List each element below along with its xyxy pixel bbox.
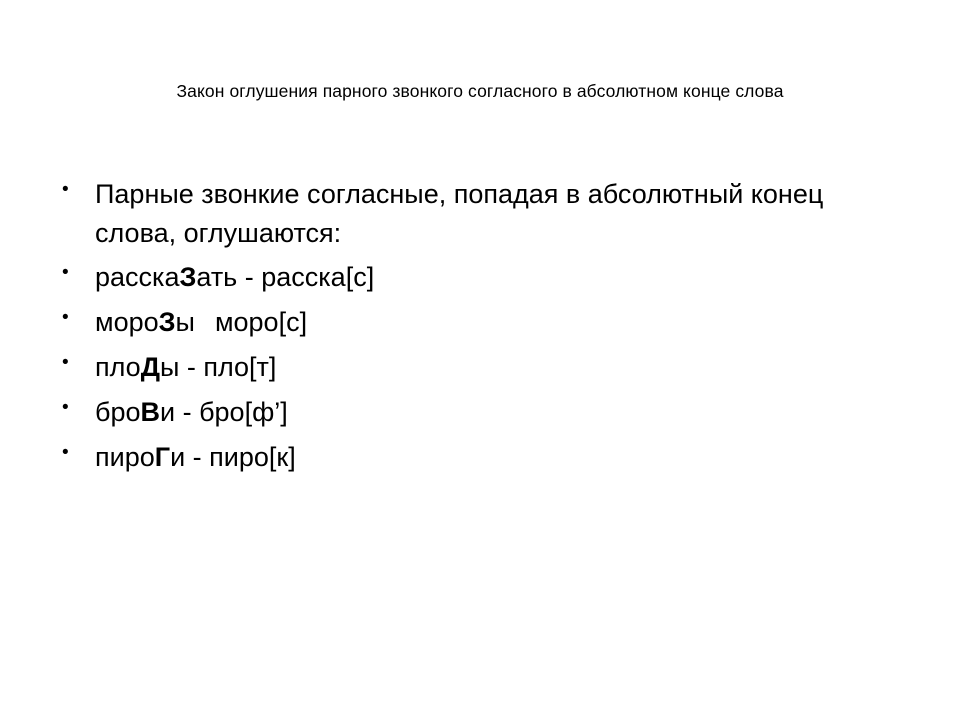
- voiced-consonant: В: [140, 397, 160, 427]
- list-item-example: [62, 258, 902, 297]
- word-end: ать - расска[с]: [196, 262, 375, 292]
- bullet-icon: •: [62, 262, 69, 283]
- word-end: и - бро[ф’]: [160, 397, 288, 427]
- word-end: ы: [175, 307, 195, 337]
- bullet-list: [62, 175, 902, 483]
- list-item-example: [62, 348, 902, 387]
- transcription: моро[с]: [214, 307, 308, 337]
- word-start: расска: [95, 262, 180, 292]
- bullet-icon: •: [62, 307, 69, 328]
- word-start: пиро: [95, 442, 155, 472]
- bullet-icon: •: [62, 352, 69, 373]
- word-end: и - пиро[к]: [170, 442, 296, 472]
- list-item-example: [62, 303, 902, 342]
- slide-title: Закон оглушения парного звонкого согласного в абсолютном конце слова: [176, 81, 784, 101]
- bullet-icon: •: [62, 442, 69, 463]
- bullet-icon: •: [62, 397, 69, 418]
- list-item-example: [62, 393, 902, 432]
- list-item-intro: [62, 175, 902, 253]
- intro-text: Парные звонкие согласные, попадая в абсолютный конец слова, оглушаются:: [95, 179, 824, 248]
- voiced-consonant: Г: [154, 442, 171, 472]
- voiced-consonant: Д: [140, 352, 160, 382]
- bullet-icon: •: [62, 179, 69, 200]
- voiced-consonant: З: [179, 262, 197, 292]
- word-start: моро: [95, 307, 159, 337]
- word-start: пло: [95, 352, 141, 382]
- word-start: бро: [95, 397, 141, 427]
- word-end: ы - пло[т]: [159, 352, 277, 382]
- list-item-example: [62, 438, 902, 477]
- voiced-consonant: З: [158, 307, 176, 337]
